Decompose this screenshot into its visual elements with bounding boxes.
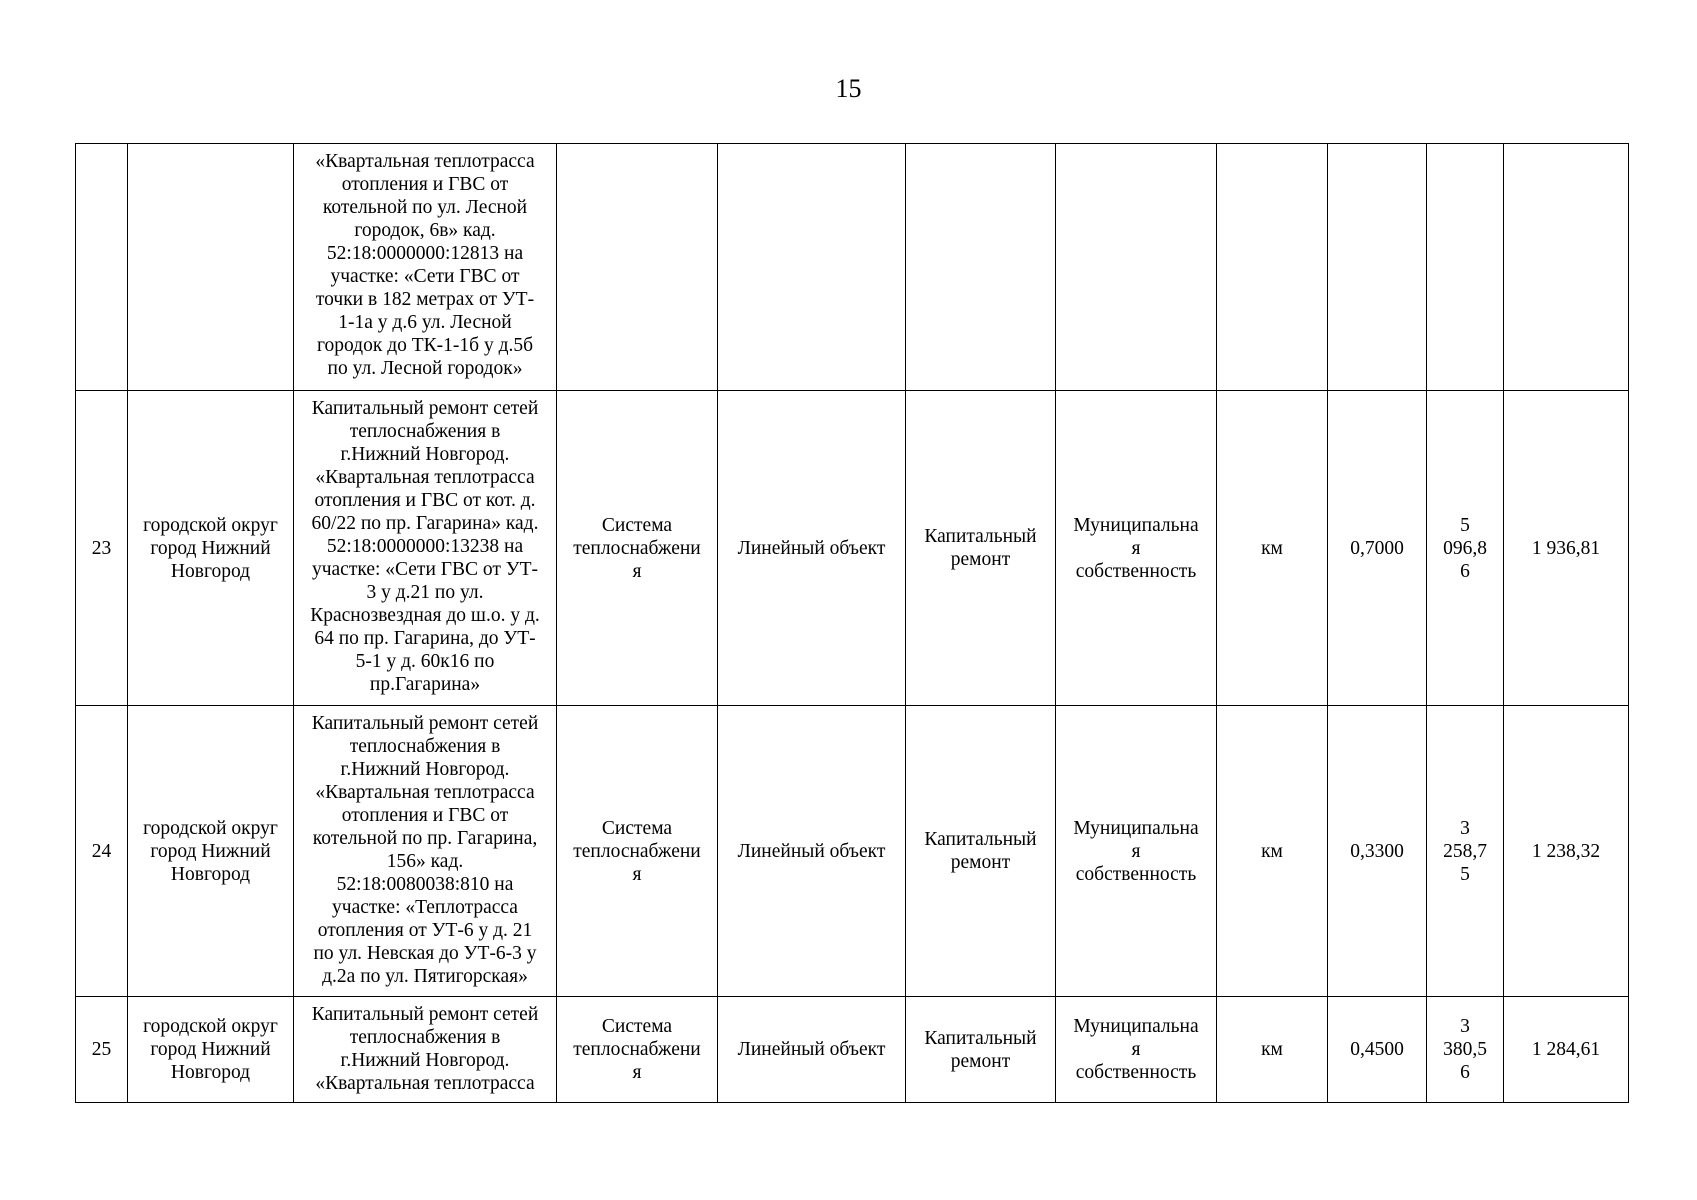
cell-text-line: город Нижний (150, 1039, 271, 1060)
cell-text-line: Капитальный ремонт сетей (311, 1004, 539, 1025)
cell-text-line: 6 (1460, 1062, 1470, 1083)
cell-text-line: Муниципальна (1073, 1016, 1199, 1037)
cell-system (557, 706, 718, 997)
cell-row-number: 24 (76, 706, 128, 997)
cell-text-line: Капитальный (924, 526, 1037, 547)
cell-text-line: городской округ (143, 1016, 278, 1037)
cell-unit: км (1217, 706, 1328, 997)
cell-text-line: теплоснабжения в (349, 1027, 501, 1048)
cell-text-line: 64 по пр. Гагарина, до УТ- (314, 628, 536, 649)
cell-text-line: я (1131, 537, 1141, 559)
cell-text-line: 52:18:0080038:810 на (336, 874, 514, 895)
cell-text-line: отопления от УТ-6 у д. 21 (317, 920, 533, 941)
cell-description (294, 391, 557, 706)
cell-text-line: отопления и ГВС от (341, 805, 509, 826)
cell-text-line: 1-1а у д.6 ул. Лесной (338, 312, 512, 333)
cell-unit: км (1217, 391, 1328, 706)
cell-total (1504, 144, 1629, 391)
cell-work-type (906, 144, 1056, 391)
cell-territory (128, 706, 294, 997)
cell-cost (1427, 997, 1504, 1103)
cell-cost (1427, 144, 1504, 391)
cell-text-line: 60/22 по пр. Гагарина» кад. (311, 513, 539, 534)
cell-work-type (906, 391, 1056, 706)
cell-text-line: 5-1 у д. 60к16 по (355, 651, 495, 672)
cell-cost (1427, 391, 1504, 706)
cell-text-line: Капитальный (924, 1027, 1037, 1049)
cell-text-line: д.2а по ул. Пятигорская» (322, 966, 528, 987)
cell-text-line: 3 (1460, 817, 1470, 839)
cell-ownership (1056, 706, 1217, 997)
cell-text-line: город Нижний (150, 537, 271, 559)
cell-total: 1 936,81 (1504, 391, 1629, 706)
cell-system (557, 391, 718, 706)
cell-text-line: я (1131, 840, 1141, 862)
cell-territory (128, 144, 294, 391)
cell-ownership (1056, 997, 1217, 1103)
cell-length: 0,7000 (1328, 391, 1427, 706)
cell-text-line: Капитальный ремонт сетей (311, 713, 539, 734)
cell-text-line: г.Нижний Новгород. (340, 444, 510, 465)
table-body (76, 144, 1629, 1103)
cell-text-line: собственность (1075, 560, 1197, 582)
cell-text-line: 6 (1460, 560, 1470, 582)
cell-text-line: «Квартальная теплотрасса (315, 782, 535, 803)
cell-text-line: 5 (1460, 514, 1470, 536)
cell-text-line: пр.Гагарина» (369, 674, 481, 695)
cell-text-line: городской округ (143, 817, 278, 839)
cell-text-line: котельной по ул. Лесной (322, 197, 528, 218)
cell-system (557, 997, 718, 1103)
cell-total: 1 284,61 (1504, 997, 1629, 1103)
cell-text-line: Капитальный (924, 829, 1037, 850)
cell-text-line: Новгород (170, 1062, 251, 1083)
cell-ownership (1056, 391, 1217, 706)
cell-object-type (718, 144, 906, 391)
cell-text-line: 156» кад. (386, 851, 464, 872)
cell-system (557, 144, 718, 391)
cell-text-line: Новгород (170, 863, 251, 885)
cell-text-line: 5 (1460, 863, 1470, 885)
cell-text-line: теплоснабжения в (349, 421, 501, 442)
cell-cost (1427, 706, 1504, 997)
cell-text-line: участке: «Теплотрасса (332, 897, 518, 918)
cell-row-number (76, 144, 128, 391)
cell-unit (1217, 144, 1328, 391)
cell-text-line: 258,7 (1443, 840, 1487, 862)
cell-length: 0,3300 (1328, 706, 1427, 997)
table-row (76, 997, 1629, 1103)
cell-text-line: 3 (1460, 1016, 1470, 1037)
table-row (76, 391, 1629, 706)
cell-text-line: городок до ТК-1-1б у д.5б (316, 335, 534, 356)
cell-text-line: отопления и ГВС от кот. д. (314, 490, 536, 511)
cell-text-line: участке: «Сети ГВС от (330, 266, 520, 287)
cell-text-line: ремонт (950, 549, 1011, 570)
cell-territory (128, 997, 294, 1103)
registry-table (75, 143, 1629, 1103)
cell-length (1328, 144, 1427, 391)
cell-text-line: ремонт (950, 852, 1011, 873)
cell-text-line: «Квартальная теплотрасса (315, 467, 535, 488)
cell-text-line: я (632, 560, 642, 582)
cell-territory (128, 391, 294, 706)
cell-work-type (906, 706, 1056, 997)
cell-ownership (1056, 144, 1217, 391)
cell-text-line: 52:18:0000000:12813 на (326, 243, 524, 264)
cell-text-line: собственность (1075, 1062, 1197, 1083)
cell-row-number: 25 (76, 997, 128, 1103)
cell-text-line: г.Нижний Новгород. (340, 1050, 510, 1071)
table-row (76, 706, 1629, 997)
cell-text-line: городской округ (143, 514, 278, 536)
cell-text-line: 096,8 (1443, 537, 1487, 559)
cell-object-type: Линейный объект (718, 391, 906, 706)
cell-text-line: город Нижний (150, 840, 271, 862)
cell-text-line: Система (601, 514, 673, 536)
cell-text-line: по ул. Лесной городок» (327, 358, 523, 379)
cell-text-line: ремонт (950, 1050, 1011, 1072)
table-row (76, 144, 1629, 391)
cell-text-line: собственность (1075, 863, 1197, 885)
cell-description (294, 706, 557, 997)
cell-text-line: Краснозвездная до ш.о. у д. (310, 605, 540, 626)
cell-text-line: Капитальный ремонт сетей (311, 398, 539, 419)
cell-text-line: Муниципальна (1073, 817, 1199, 839)
cell-text-line: теплоснабжения в (349, 736, 501, 757)
cell-text-line: я (632, 863, 642, 885)
cell-work-type (906, 997, 1056, 1103)
cell-text-line: Муниципальна (1073, 514, 1199, 536)
cell-description (294, 144, 557, 391)
cell-text-line: по ул. Невская до УТ-6-3 у (313, 943, 537, 964)
cell-unit: км (1217, 997, 1328, 1103)
cell-text-line: точки в 182 метрах от УТ- (315, 289, 535, 310)
cell-text-line: участке: «Сети ГВС от УТ- (311, 559, 539, 580)
cell-text-line: Новгород (170, 560, 251, 582)
cell-text-line: Система (601, 1016, 673, 1037)
cell-text-line: городок, 6в» кад. (354, 220, 496, 241)
cell-text-line: теплоснабжени (573, 1039, 701, 1060)
cell-text-line: «Квартальная теплотрасса (315, 1073, 535, 1094)
cell-row-number: 23 (76, 391, 128, 706)
cell-text-line: 3 у д.21 по ул. (366, 582, 484, 603)
cell-text-line: котельной по пр. Гагарина, (312, 828, 538, 849)
cell-object-type: Линейный объект (718, 997, 906, 1103)
cell-text-line: я (1131, 1039, 1141, 1060)
cell-text-line: 380,5 (1443, 1039, 1487, 1060)
cell-text-line: Система (601, 817, 673, 839)
page-number: 15 (835, 74, 862, 103)
cell-description (294, 997, 557, 1103)
cell-text-line: «Квартальная теплотрасса (315, 151, 535, 172)
cell-text-line: г.Нижний Новгород. (340, 759, 510, 780)
cell-object-type: Линейный объект (718, 706, 906, 997)
cell-length: 0,4500 (1328, 997, 1427, 1103)
cell-text-line: теплоснабжени (573, 840, 701, 862)
cell-total: 1 238,32 (1504, 706, 1629, 997)
cell-text-line: 52:18:0000000:13238 на (326, 536, 524, 557)
cell-text-line: я (632, 1062, 642, 1083)
cell-text-line: отопления и ГВС от (341, 174, 509, 195)
cell-text-line: теплоснабжени (573, 537, 701, 559)
